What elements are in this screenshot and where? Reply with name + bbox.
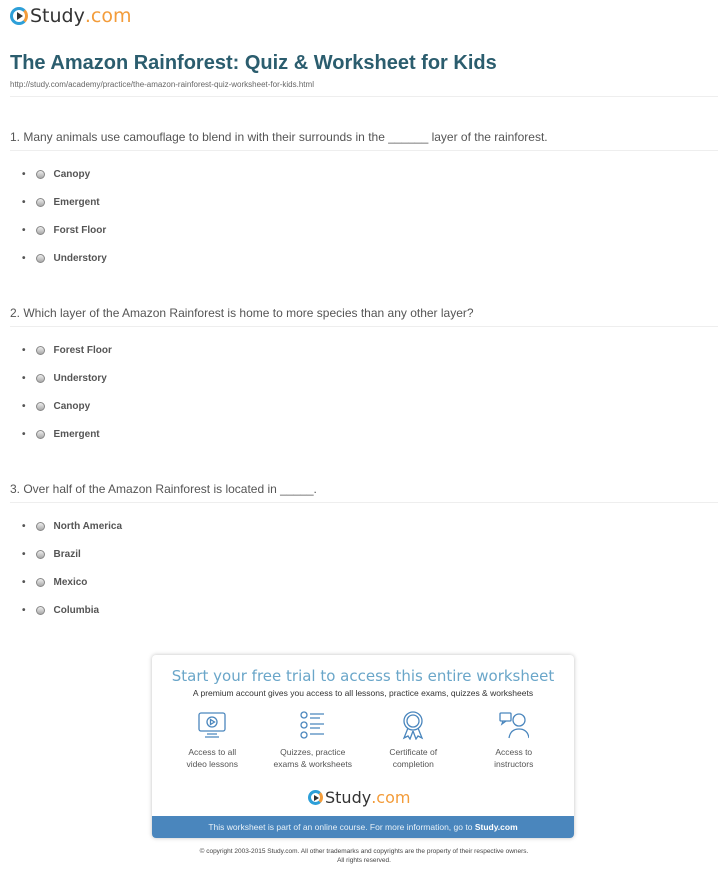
study-logo-promo[interactable] [308, 788, 410, 807]
quiz-list-icon [298, 710, 328, 740]
feature-label: video lessons [186, 759, 238, 769]
feature-label: instructors [494, 759, 534, 769]
bullet: • [22, 401, 26, 412]
radio-button[interactable] [36, 522, 45, 531]
option-label: Forst Floor [53, 225, 107, 236]
answer-option[interactable] [22, 521, 122, 532]
feature-label: exams & worksheets [273, 759, 352, 769]
instructor-icon [499, 710, 529, 740]
video-lesson-icon [197, 710, 227, 740]
answer-option[interactable] [22, 429, 100, 440]
certificate-icon [398, 710, 428, 740]
option-label: Mexico [53, 577, 88, 588]
question-text: 1. Many animals use camouflage to blend in with their surrounds in the ______ layer of the rainforest. [10, 130, 548, 144]
divider [10, 326, 718, 327]
bullet: • [22, 345, 26, 356]
radio-button[interactable] [36, 346, 45, 355]
answer-option[interactable] [22, 401, 90, 412]
logo-tld: .com [371, 788, 411, 807]
feature-label: Access to all [188, 747, 237, 757]
radio-button[interactable] [36, 550, 45, 559]
option-label: Forest Floor [53, 345, 112, 356]
play-icon [10, 7, 28, 25]
option-label: North America [53, 521, 123, 532]
option-label: Canopy [53, 169, 91, 180]
bullet: • [22, 605, 26, 616]
divider [10, 96, 718, 97]
radio-button[interactable] [36, 578, 45, 587]
option-label: Emergent [53, 197, 100, 208]
answer-option[interactable] [22, 373, 107, 384]
option-label: Understory [53, 253, 107, 264]
radio-button[interactable] [36, 254, 45, 263]
answer-option[interactable] [22, 197, 100, 208]
feature-video [165, 710, 260, 770]
feature-certificate [366, 710, 461, 770]
answer-option[interactable] [22, 577, 87, 588]
radio-button[interactable] [36, 170, 45, 179]
page-title: The Amazon Rainforest: Quiz & Worksheet for Kids [10, 52, 497, 74]
question-text: 3. Over half of the Amazon Rainforest is located in _____. [10, 482, 317, 496]
feature-label: Certificate of [389, 747, 438, 757]
answer-option[interactable] [22, 225, 106, 236]
option-label: Emergent [53, 429, 100, 440]
feature-instructors [466, 710, 561, 770]
banner-text: This worksheet is part of an online course. For more information, go to [208, 822, 475, 832]
bullet: • [22, 197, 26, 208]
answer-option[interactable] [22, 253, 107, 264]
radio-button[interactable] [36, 226, 45, 235]
page-url[interactable]: http://study.com/academy/practice/the-amazon-rainforest-quiz-worksheet-for-kids.html [10, 80, 314, 89]
bullet: • [22, 373, 26, 384]
option-label: Brazil [53, 549, 81, 560]
bullet: • [22, 225, 26, 236]
radio-button[interactable] [36, 430, 45, 439]
study-logo[interactable] [10, 5, 131, 27]
radio-button[interactable] [36, 374, 45, 383]
question-text: 2. Which layer of the Amazon Rainforest is home to more species than any other layer? [10, 306, 474, 320]
copyright-line: © copyright 2003-2015 Study.com. All other trademarks and copyrights are the property of their respective owners. [199, 848, 529, 855]
logo-text: Study [325, 788, 372, 807]
copyright-line: All rights reserved. [337, 857, 391, 864]
logo-text: Study [30, 5, 85, 27]
bullet: • [22, 169, 26, 180]
promo-banner[interactable] [152, 816, 574, 838]
feature-label: Quizzes, practice [280, 747, 346, 757]
feature-quizzes [265, 710, 360, 770]
study-link[interactable]: Study.com [474, 822, 518, 832]
play-icon [308, 790, 323, 805]
radio-button[interactable] [36, 606, 45, 615]
option-label: Canopy [53, 401, 91, 412]
promo-heading: Start your free trial to access this entire worksheet [171, 667, 555, 685]
radio-button[interactable] [36, 402, 45, 411]
option-label: Columbia [53, 605, 100, 616]
bullet: • [22, 577, 26, 588]
copyright [0, 847, 728, 865]
bullet: • [22, 429, 26, 440]
divider [10, 150, 718, 151]
feature-label: Access to [495, 747, 533, 757]
promo-box [152, 655, 574, 838]
answer-option[interactable] [22, 345, 112, 356]
bullet: • [22, 549, 26, 560]
feature-label: completion [392, 759, 434, 769]
bullet: • [22, 253, 26, 264]
answer-option[interactable] [22, 169, 90, 180]
radio-button[interactable] [36, 198, 45, 207]
bullet: • [22, 521, 26, 532]
divider [10, 502, 718, 503]
answer-option[interactable] [22, 605, 99, 616]
answer-option[interactable] [22, 549, 81, 560]
logo-tld: .com [84, 5, 132, 27]
option-label: Understory [53, 373, 107, 384]
promo-subtext: A premium account gives you access to all lessons, practice exams, quizzes & worksheets [192, 688, 534, 698]
